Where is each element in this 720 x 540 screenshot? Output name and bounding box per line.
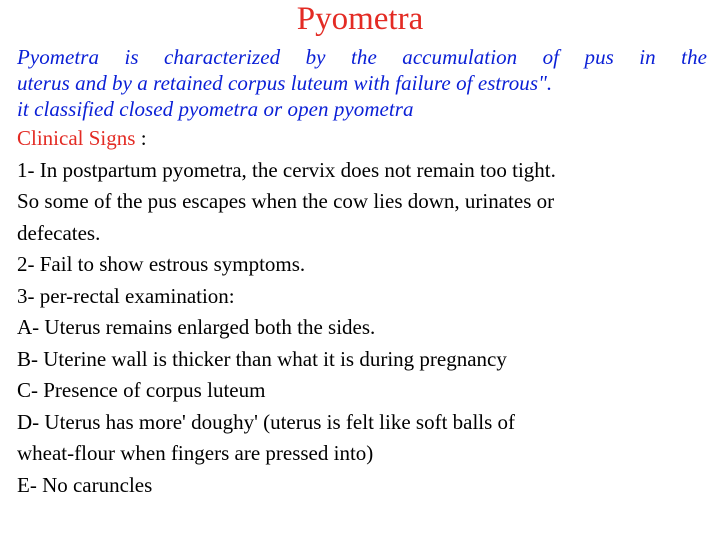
body-line: A- Uterus remains enlarged both the sides. [17, 315, 376, 339]
clinical-signs-heading-line [17, 123, 717, 155]
body-line: So some of the pus escapes when the cow lies down, urinates or [17, 189, 555, 213]
body-line: E- No caruncles [17, 472, 153, 497]
intro-line-1: Pyometra is characterized by the accumulation of pus in the [17, 45, 707, 69]
clinical-signs-separator: : [135, 126, 147, 150]
body-line: 1- In postpartum pyometra, the cervix does not remain too tight. [17, 157, 556, 182]
body-line: 3- per-rectal examination: [17, 283, 235, 308]
body-line: defecates. [17, 220, 101, 245]
clinical-signs-heading: Clinical Signs [17, 126, 136, 150]
body-line: C- Presence of corpus luteum [17, 378, 266, 402]
body-line: D- Uterus has more' doughy' (uterus is felt like soft balls of [17, 409, 516, 434]
body-line: wheat-flour when fingers are pressed into) [17, 441, 374, 465]
slide-title: Pyometra [296, 1, 424, 37]
body-line: B- Uterine wall is thicker than what it is during pregnancy [17, 346, 507, 371]
intro-line-3: it classified closed pyometra or open pyometra [17, 97, 414, 121]
clinical-signs-section [17, 123, 717, 501]
intro-line-2: uterus and by a retained corpus luteum with failure of estrous". [17, 71, 553, 95]
body-line: 2- Fail to show estrous symptoms. [17, 252, 306, 276]
intro-paragraph [17, 44, 707, 122]
